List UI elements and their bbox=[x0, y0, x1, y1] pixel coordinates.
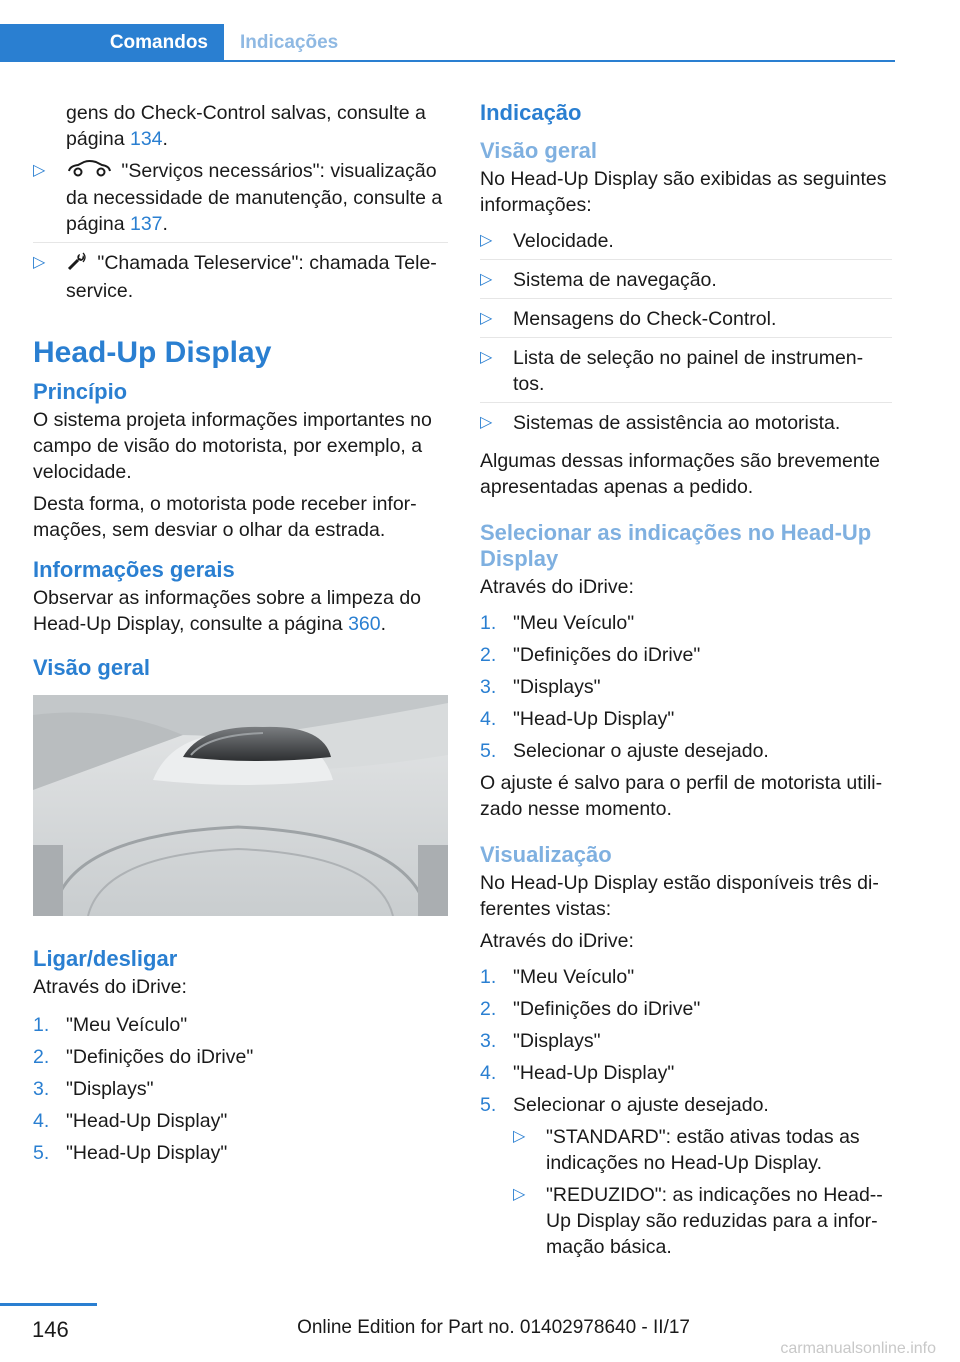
list-item: 5. Selecionar o ajuste desejado. ▷ "STANDARD": estão ativas todas as indicações no Head-Up Display. ▷ "REDUZIDO": as indicações no Head‐-Up Display são reduzidas para a infor‐mação básica. bbox=[480, 1092, 892, 1260]
list-item: 2. "Definições do iDrive" bbox=[33, 1045, 254, 1068]
list-item: 4. "Head-Up Display" bbox=[480, 1062, 675, 1084]
watermark: carmanualsonline.info bbox=[780, 1340, 936, 1357]
page-link-360[interactable]: 360 bbox=[348, 612, 381, 635]
info-bullet-list bbox=[480, 228, 892, 441]
list-item: ▷ Mensagens do Check-Control. bbox=[480, 306, 892, 338]
list-item: ▷ "Serviços necessários": visualização da necessidade de manutenção, consulte a página 137. bbox=[33, 158, 448, 243]
ligar-steps bbox=[33, 1012, 448, 1166]
selecionar-heading: Selecionar as indicações no Head-Up Display bbox=[480, 520, 872, 571]
view-options-list bbox=[513, 1124, 892, 1260]
selecionar-steps bbox=[480, 610, 892, 764]
tab-indicacoes[interactable]: Indicações bbox=[240, 32, 339, 53]
left-column bbox=[33, 100, 448, 1172]
info-after-text: Algumas dessas informações são brevemente apresentadas apenas a pedido. bbox=[480, 450, 880, 498]
footer-accent-line bbox=[0, 1303, 97, 1306]
indicacao-heading: Indicação bbox=[480, 100, 582, 125]
list-item: 2. "Definições do iDrive" bbox=[480, 998, 701, 1020]
list-item: 3. "Displays" bbox=[480, 676, 601, 698]
list-item: 1. "Meu Veículo" bbox=[480, 966, 635, 988]
selecionar-intro: Através do iDrive: bbox=[480, 576, 634, 598]
visualizacao-steps bbox=[480, 964, 892, 1260]
list-item: 2. "Definições do iDrive" bbox=[480, 644, 701, 666]
list-item: 3. "Displays" bbox=[480, 1030, 601, 1052]
list-item: ▷ Velocidade. bbox=[480, 228, 892, 260]
list-item: 1. "Meu Veículo" bbox=[33, 1013, 188, 1036]
info-heading: Informações gerais bbox=[33, 556, 235, 582]
info-paragraph: Observar as informações sobre a limpeza do Head-Up Display, consulte a página 360. bbox=[33, 586, 422, 635]
head-up-display-photo bbox=[33, 695, 448, 916]
list-item: ▷ "Chamada Teleservice": chamada Tele‐service. bbox=[33, 250, 448, 308]
visualizacao-intro: Através do iDrive: bbox=[480, 930, 634, 952]
list-item: 1. "Meu Veículo" bbox=[480, 612, 635, 634]
tab-comandos[interactable]: Comandos bbox=[0, 24, 224, 62]
list-item: ▷ Lista de seleção no painel de instrumen‐tos. bbox=[480, 345, 892, 403]
visao-geral-text: No Head-Up Display são exibidas as seguintes informações: bbox=[480, 168, 887, 216]
visualizacao-text: No Head-Up Display estão disponíveis três di‐ferentes vistas: bbox=[480, 872, 879, 920]
list-item: 5. Selecionar o ajuste desejado. bbox=[480, 740, 769, 762]
visualizacao-heading: Visualização bbox=[480, 842, 612, 867]
principio-paragraph-1: O sistema projeta informações importantes no campo de visão do motorista, por exemplo, a velocidade. bbox=[33, 408, 432, 483]
page-link-134[interactable]: 134 bbox=[129, 128, 163, 150]
list-item: 3. "Displays" bbox=[33, 1077, 154, 1100]
section-title: Head-Up Display bbox=[33, 335, 272, 369]
edition-text: Online Edition for Part no. 01402978640 - II/17 bbox=[297, 1317, 690, 1338]
page-number: 146 bbox=[32, 1317, 69, 1342]
selecionar-after-text: O ajuste é salvo para o perfil de motorista utili‐zado nesse momento. bbox=[480, 772, 883, 820]
principio-heading: Princípio bbox=[33, 378, 128, 404]
right-column bbox=[480, 100, 892, 1266]
visao-geral-heading: Visão geral bbox=[33, 654, 150, 680]
list-item: ▷ "STANDARD": estão ativas todas as indicações no Head-Up Display. bbox=[513, 1124, 892, 1176]
visao-geral-heading-right: Visão geral bbox=[480, 138, 597, 163]
car-service-icon bbox=[66, 158, 112, 185]
list-item: ▷ Sistema de navegação. bbox=[480, 267, 892, 299]
list-item: 5. "Head-Up Display" bbox=[33, 1141, 228, 1164]
list-item: ▷ "REDUZIDO": as indicações no Head‐-Up Display são reduzidas para a infor‐mação básica. bbox=[513, 1182, 892, 1260]
list-item: ▷ Sistemas de assistência ao motorista. bbox=[480, 410, 892, 441]
ligar-desligar-heading: Ligar/desligar bbox=[33, 945, 178, 971]
principio-paragraph-2: Desta forma, o motorista pode receber infor‐mações, sem desviar o olhar da estrada. bbox=[33, 492, 417, 541]
intro-paragraph: gens do Check-Control salvas, consulte a página 134. bbox=[66, 102, 426, 150]
list-item: 4. "Head-Up Display" bbox=[33, 1109, 228, 1132]
ligar-intro: Através do iDrive: bbox=[33, 975, 187, 998]
list-item: 4. "Head-Up Display" bbox=[480, 708, 675, 730]
wrench-phone-icon bbox=[66, 251, 88, 278]
page-link-137[interactable]: 137 bbox=[129, 213, 163, 236]
service-bullet-list bbox=[33, 158, 448, 309]
chapter-tabs bbox=[0, 24, 895, 62]
